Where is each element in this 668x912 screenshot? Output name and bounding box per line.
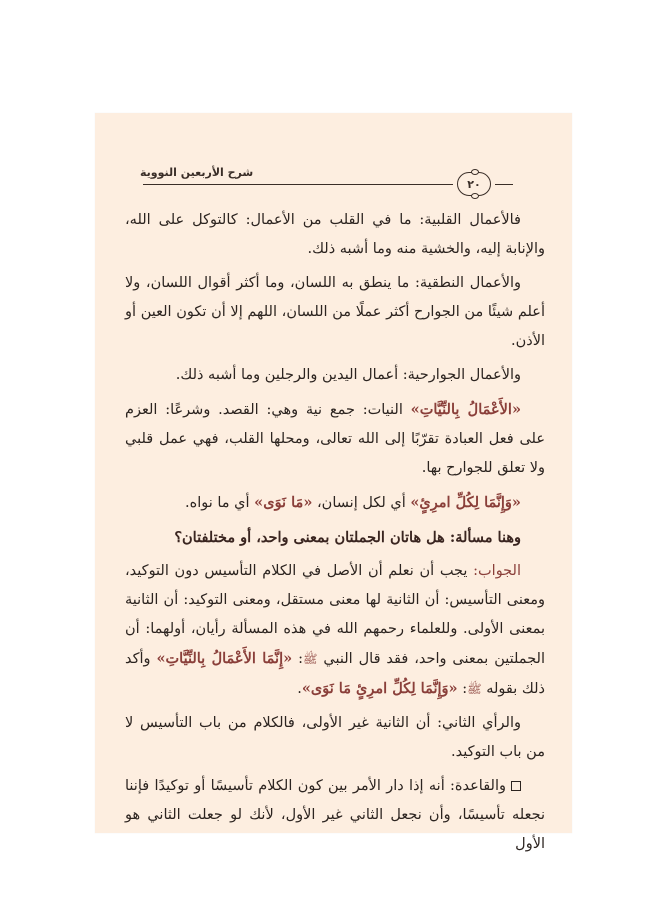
hadith-quote: «إِنَّمَا الأَعْمَالُ بِالنِّيَّاتِ»: [156, 650, 293, 667]
page-body: [125, 206, 545, 859]
paragraph-text: .: [297, 681, 302, 697]
paragraph-heart-deeds: [125, 206, 545, 264]
paragraph-lead: والأعمال الجوارحية:: [402, 367, 521, 383]
page-number: ٢٠: [467, 177, 481, 191]
paragraph-lead: والقاعدة:: [450, 778, 506, 794]
page-header: [95, 113, 572, 203]
question-text: وهنا مسألة: هل هاتان الجملتان بمعنى واحد، أو مختلفتان؟: [174, 529, 521, 546]
paragraph-lead: والأعمال النطقية:: [414, 275, 522, 291]
paragraph-lead: والرأي الثاني:: [437, 715, 521, 731]
hadith-quote: «الأَعْمَالُ بِالنِّيَّاتِ»: [410, 401, 522, 418]
paragraph-every-person: [125, 488, 545, 518]
paragraph-text: أعمال اليدين والرجلين وما أشبه ذلك.: [175, 367, 403, 383]
paragraph-text: :: [457, 681, 468, 697]
hadith-quote: «مَا نَوَى»: [254, 494, 313, 511]
paragraph-text: ما في القلب من الأعمال: كالتوكل على الله، والإنابة إليه، والخشية منه وما أشبه ذلك.: [125, 212, 545, 257]
square-bullet-icon: [511, 781, 521, 791]
header-rule: [143, 184, 453, 185]
paragraph-speech-deeds: [125, 269, 545, 356]
paragraph-text: النيات: جمع نية وهي: القصد. وشرعًا: العزم على فعل العبادة تقرّبًا إلى الله تعالى، ومحلها القلب، فهي عمل قلبي ولا تعلق للجوارح بها.: [125, 402, 545, 476]
paragraph-text: أي لكل إنسان،: [312, 495, 411, 511]
paragraph-lead: فالأعمال القلبية:: [419, 212, 521, 228]
hadith-quote: «وَإِنَّمَا لِكُلِّ امرِئٍ»: [410, 494, 521, 511]
paragraph-limb-deeds: [125, 361, 545, 390]
paragraph-second-opinion: [125, 709, 545, 767]
header-rule-right: [495, 184, 513, 185]
paragraph-answer: [125, 557, 545, 704]
paragraph-question: [125, 523, 545, 552]
paragraph-text: ما ينطق به اللسان، وما أكثر أقوال اللسان، ولا أعلم شيئًا من الجوارح أكثر عملًا من اللسان، اللهم إلا أن تكون العين أو الأذن.: [125, 275, 545, 349]
paragraph-text: أنه إذا دار الأمر بين كون الكلام تأسيسًا أو توكيدًا فإننا نجعله تأسيسًا، وأن نجعل الثاني غير الأول، لأنك لو جعلت الثاني هو الأول: [125, 778, 545, 852]
salutation-icon: ﷺ: [302, 652, 318, 666]
paragraph-rule: [125, 772, 545, 859]
page-number-ornament: [457, 172, 491, 196]
paragraph-text: أي ما نواه.: [185, 495, 255, 511]
answer-label: الجواب:: [473, 563, 521, 579]
paragraph-text: أن الثانية غير الأولى، فالكلام من باب التأسيس لا من باب التوكيد.: [125, 715, 545, 760]
book-page: [95, 113, 572, 852]
paragraph-text: يجب أن نعلم أن الأصل في الكلام التأسيس دون التوكيد، ومعنى التأسيس: أن الثانية لها معنى مستقل، ومعنى التوكيد: أن الثانية بمعنى الأولى. وللعلماء رحمهم الله في هذه المسألة رأيان، أولهما: أن الجملتين بمعنى واحد، فقد قال النبي: [125, 563, 545, 667]
running-header-title: شرح الأربعين النووية: [140, 166, 254, 179]
salutation-icon: ﷺ: [467, 682, 482, 696]
paragraph-intentions: [125, 395, 545, 483]
paragraph-text: وأكد ذلك بقوله: [125, 651, 545, 697]
paragraph-text: :: [292, 651, 303, 667]
hadith-quote: «وَإِنَّمَا لِكُلِّ امرِئٍ مَا نَوَى»: [301, 680, 458, 697]
